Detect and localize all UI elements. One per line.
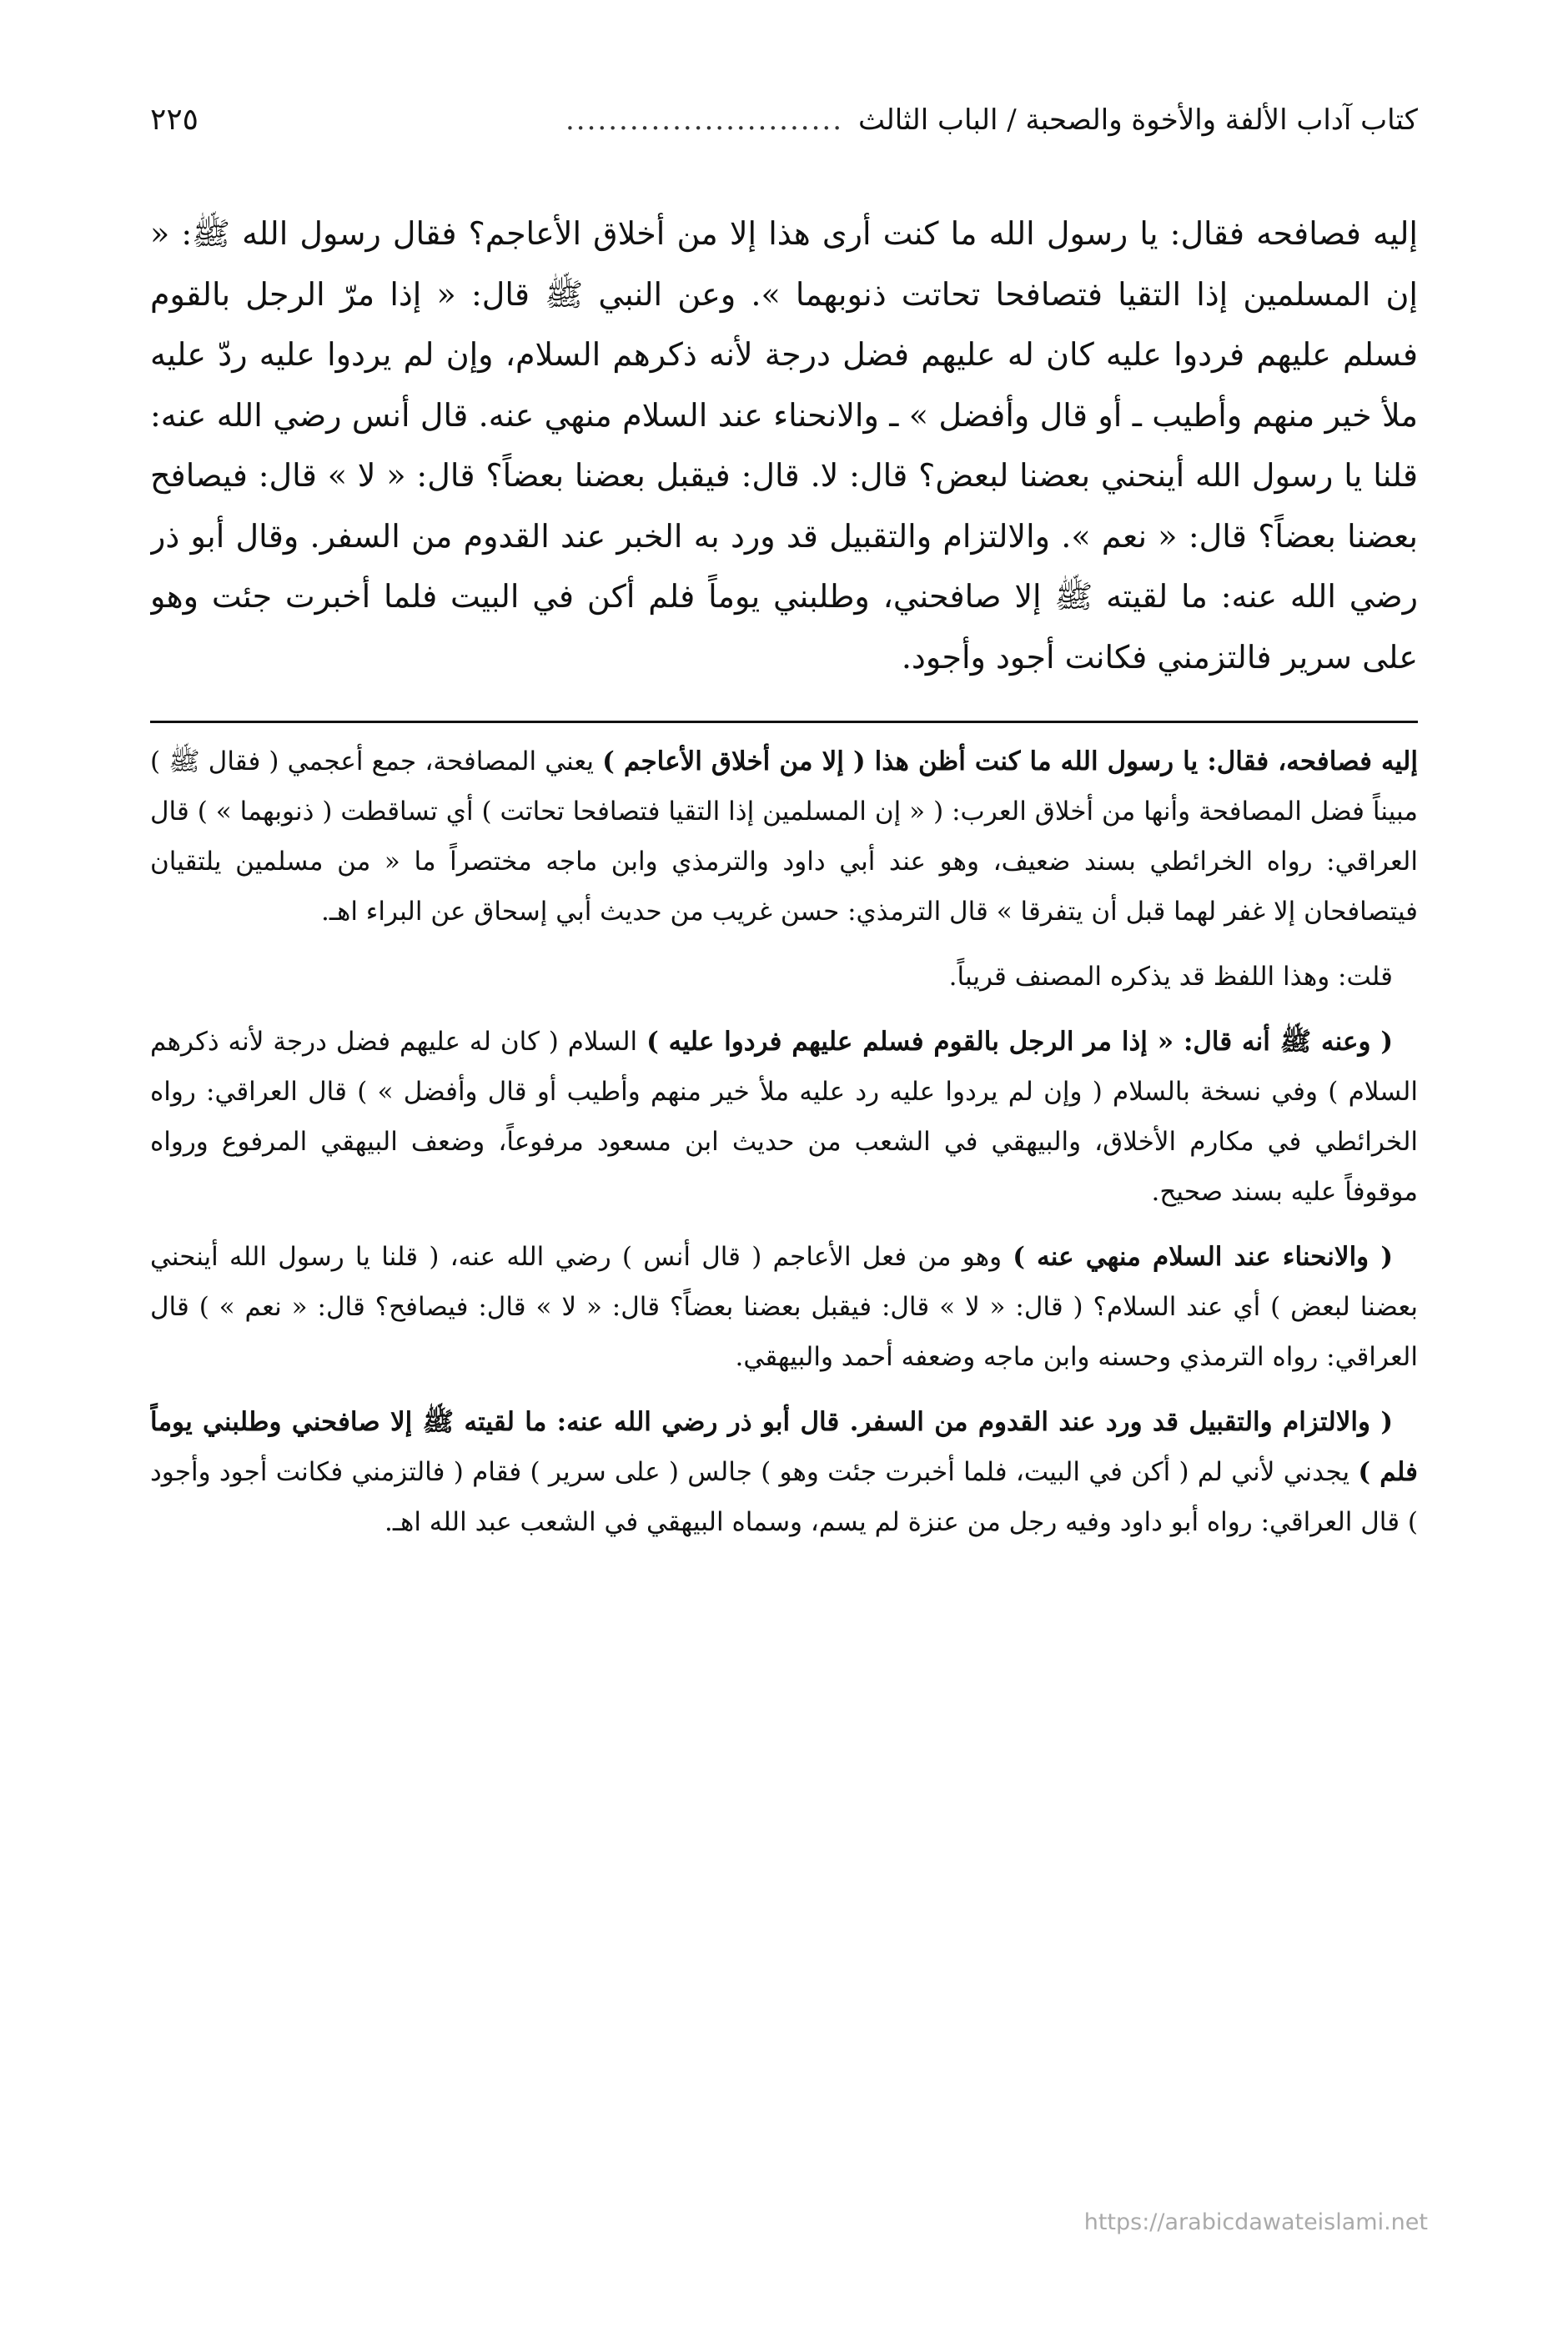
commentary-text: قلت: وهذا اللفظ قد يذكره المصنف قريباً. [948,962,1393,992]
commentary-quote: ( والانحناء عند السلام منهي عنه ) [1013,1242,1393,1272]
book-page [150,100,1418,2269]
page-number: ٢٢٥ [150,103,199,137]
watermark-url: https://arabicdawateislami.net [1083,2209,1428,2235]
commentary-text: يعني المصافحة، جمع أعجمي ( فقال ﷺ ) مبيناً فضل المصافحة وأنها من أخلاق العرب: ( « إن المسلمين إذا التقيا فتصافحا تحاتت ) أي تساقطت ( ذنوبهما » ) قال العراقي: رواه الخرائطي بسند ضعيف، وهو عند أبي داود والترمذي وابن ماجه مختصراً ما « من مسلمين يلتقيان فيتصافحان إلا غفر لهما قبل أن يتفرقا » قال الترمذي: حسن غريب من حديث أبي إسحاق عن البراء اهـ. [150,746,1418,927]
commentary [150,736,1418,1547]
commentary-quote: إليه فصافحه، فقال: يا رسول الله ما كنت أظن هذا ( إلا من أخلاق الأعاجم ) [602,746,1418,776]
main-text [150,204,1418,687]
commentary-paragraph [150,1017,1418,1217]
commentary-paragraph [150,1232,1418,1382]
leader-dots: .......................... [565,103,843,137]
commentary-text: وهو من فعل الأعاجم ( قال أنس ) رضي الله عنه، ( قلنا يا رسول الله أينحني بعضنا لبعض ) أي عند السلام؟ ( قال: « لا » قال: فيقبل بعضنا بعضاً؟ قال: « لا » قال: فيصافح؟ قال: « نعم » ) قال العراقي: رواه الترمذي وحسنه وابن ماجه وضعفه أحمد والبيهقي. [150,1242,1418,1372]
running-header-title: كتاب آداب الألفة والأخوة والصحبة / الباب الثالث [858,103,1418,137]
commentary-text: يجدني لأني لم ( أكن في البيت، فلما أخبرت جئت وهو ) جالس ( على سرير ) فقام ( فالتزمني فكانت أجود وأجود ) قال العراقي: رواه أبو داود وفيه رجل من عنزة لم يسم، وسماه البيهقي في الشعب عبد الله اهـ. [150,1457,1418,1537]
commentary-paragraph [150,1397,1418,1547]
main-paragraph: إليه فصافحه فقال: يا رسول الله ما كنت أرى هذا إلا من أخلاق الأعاجم؟ فقال رسول الله ﷺ: « إن المسلمين إذا التقيا فتصافحا تحاتت ذنوبهما ». وعن النبي ﷺ قال: « إذا مرّ الرجل بالقوم فسلم عليهم فردوا عليه كان له عليهم فضل درجة لأنه ذكرهم السلام، وإن لم يردوا عليه ردّ عليه ملأ خير منهم وأطيب ـ أو قال وأفضل » ـ والانحناء عند السلام منهي عنه. قال أنس رضي الله عنه: قلنا يا رسول الله أينحني بعضنا لبعض؟ قال: لا. قال: فيقبل بعضنا بعضاً؟ قال: « لا » قال: فيصافح بعضنا بعضاً؟ قال: « نعم ». والالتزام والتقبيل قد ورد به الخبر عند القدوم من السفر. وقال أبو ذر رضي الله عنه: ما لقيته ﷺ إلا صافحني، وطلبني يوماً فلم أكن في البيت فلما أخبرت جئت وهو على سرير فالتزمني فكانت أجود وأجود. [150,215,1418,676]
commentary-text: السلام ( كان له عليهم فضل درجة لأنه ذكرهم السلام ) وفي نسخة بالسلام ( وإن لم يردوا عليه رد عليه ملأ خير منهم وأطيب أو قال وأفضل » ) قال العراقي: رواه الخرائطي في مكارم الأخلاق، والبيهقي في الشعب من حديث ابن مسعود مرفوعاً، وضعف البيهقي المرفوع ورواه موقوفاً عليه بسند صحيح. [150,1027,1418,1207]
commentary-quote: ( والالتزام والتقبيل قد ورد عند القدوم من السفر. قال أبو ذر رضي الله عنه: ما لقيته ﷺ إلا صافحني وطلبني يوماً فلم ) [150,1407,1418,1487]
commentary-paragraph [150,736,1418,937]
running-header [150,100,1418,167]
footnote-divider [150,721,1418,723]
commentary-quote: ( وعنه ﷺ أنه قال: « إذا مر الرجل بالقوم فسلم عليهم فردوا عليه ) [646,1027,1393,1057]
commentary-paragraph [150,952,1418,1002]
